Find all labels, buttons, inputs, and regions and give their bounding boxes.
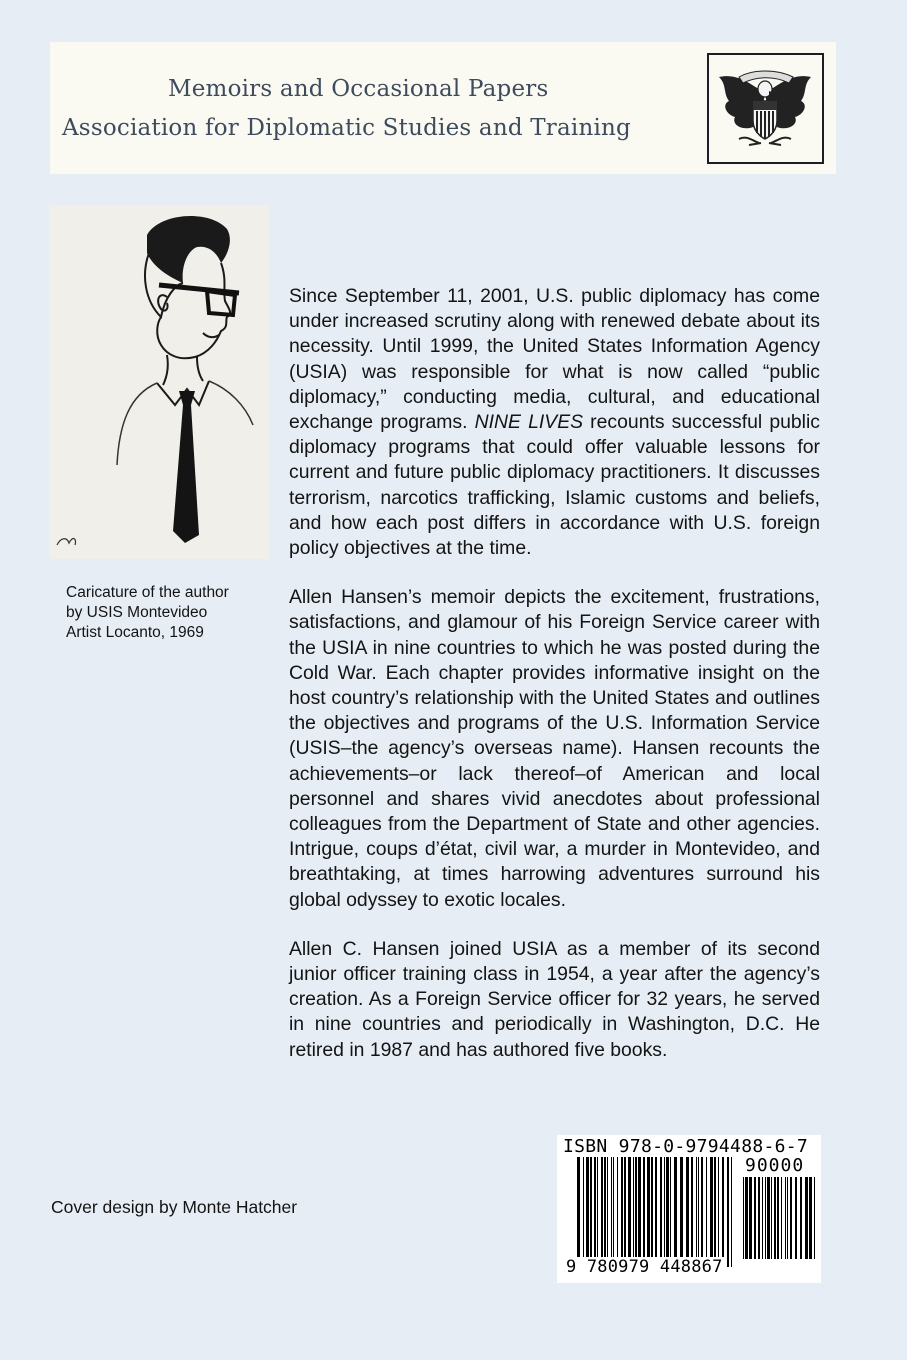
barcode-bar bbox=[710, 1157, 713, 1267]
barcode-bar bbox=[743, 1177, 744, 1259]
barcode-bar bbox=[795, 1177, 797, 1259]
description-paragraph-1: Since September 11, 2001, U.S. public diplomacy has come under increased scrutiny along with renewed debate about its necessity. Until 1999, the United States Information Agency (USIA) was responsible for what is now called “public diplomacy,” conducting media, cultural, and educational exchange programs. NINE LIVES recounts successful public diplomacy programs that could offer valuable lessons for current and future public diplomacy practitioners. It discusses terrorism, narcotics trafficking, Islamic customs and beliefs, and how each post differs in accordance with U.S. foreign policy objectives at the time. bbox=[289, 285, 820, 560]
barcode-bar bbox=[809, 1177, 812, 1259]
barcode-bar bbox=[758, 1177, 760, 1259]
barcode-bar bbox=[765, 1177, 766, 1259]
author-caricature bbox=[49, 205, 269, 559]
barcode-bar bbox=[696, 1157, 697, 1267]
barcode-bar bbox=[628, 1157, 631, 1267]
barcode-bar bbox=[611, 1157, 612, 1267]
barcode-bar bbox=[635, 1157, 637, 1267]
barcode-bar bbox=[621, 1157, 623, 1267]
barcode-bar bbox=[583, 1157, 584, 1267]
barcode-bar bbox=[670, 1157, 671, 1267]
barcode-bar bbox=[714, 1157, 716, 1267]
barcode-bar bbox=[586, 1157, 589, 1267]
barcode-bar bbox=[601, 1157, 603, 1267]
caption-line: Artist Locanto, 1969 bbox=[66, 624, 204, 641]
barcode-bar bbox=[597, 1157, 598, 1267]
publisher-name: Association for Diplomatic Studies and Training bbox=[62, 115, 631, 141]
barcode-bar bbox=[590, 1157, 592, 1267]
barcode-bar bbox=[638, 1157, 641, 1267]
barcode-bar bbox=[762, 1177, 763, 1259]
cover-design-credit: Cover design by Monte Hatcher bbox=[51, 1197, 298, 1217]
barcode-bar bbox=[594, 1157, 596, 1267]
barcode-bar bbox=[651, 1157, 653, 1267]
caricature-caption bbox=[66, 583, 266, 643]
barcode-bar bbox=[613, 1157, 614, 1267]
barcode-bar bbox=[777, 1177, 779, 1259]
barcode-bar bbox=[774, 1177, 776, 1259]
barcode-bar bbox=[607, 1157, 608, 1267]
barcode-bar bbox=[805, 1177, 808, 1259]
book-title: NINE LIVES bbox=[474, 411, 584, 434]
isbn-number: ISBN 978-0-9794488-6-7 bbox=[563, 1136, 809, 1157]
barcode-bar bbox=[754, 1177, 756, 1259]
barcode-bar bbox=[643, 1157, 645, 1267]
barcode-bar bbox=[767, 1177, 770, 1259]
eagle-seal-icon bbox=[707, 53, 824, 164]
barcode-bar bbox=[701, 1157, 703, 1267]
barcode-bar bbox=[790, 1177, 792, 1259]
description-paragraph-2: Allen Hansen’s memoir depicts the excitement, frustrations, satisfactions, and glamour of his Foreign Service career with the USIA in nine countries to which he was posted during the Cold War. Each chapter provides informative insight on the host country’s relationship with the United States and outlines the objectives and programs of the U.S. Information Service (USIS–the agency’s overseas name). Hansen recounts the achievements–or lack thereof–of American and local personnel and shares vivid anecdotes about professional colleagues from the Department of State and other agencies. Intrigue, coups d’état, civil war, a murder in Montevideo, and breathtaking, at times harrowing adventures surround his global odyssey to exotic locales. bbox=[289, 586, 820, 911]
barcode-bar bbox=[727, 1157, 729, 1267]
book-description bbox=[289, 284, 820, 1087]
barcode-bar bbox=[698, 1157, 699, 1267]
barcode-bar bbox=[647, 1157, 650, 1267]
isbn-barcode bbox=[557, 1135, 821, 1283]
barcode-bar bbox=[691, 1157, 693, 1267]
barcode-bar bbox=[624, 1157, 626, 1267]
barcode-bar bbox=[745, 1177, 748, 1259]
barcode-bar bbox=[771, 1177, 772, 1259]
barcode-bar bbox=[785, 1177, 786, 1259]
barcode-bar bbox=[718, 1157, 719, 1267]
barcode-bar bbox=[722, 1157, 724, 1267]
caption-line: by USIS Montevideo bbox=[66, 604, 208, 621]
header-banner bbox=[50, 42, 836, 174]
author-bio-paragraph: Allen C. Hansen joined USIA as a member of its second junior officer training class in 1954, a year after the agency’s creation. As a Foreign Service officer for 32 years, he served in nine countries and periodically in Washington, D.C. He retired in 1987 and has authored five books. bbox=[289, 937, 820, 1061]
barcode-bar bbox=[680, 1157, 683, 1267]
caption-line: Caricature of the author bbox=[66, 584, 229, 601]
barcode-bar bbox=[660, 1157, 662, 1267]
barcode-bar bbox=[633, 1157, 634, 1267]
ean-digits: 9 780979 448867 bbox=[563, 1257, 726, 1277]
barcode-bar bbox=[617, 1157, 618, 1267]
price-code: 90000 bbox=[745, 1155, 805, 1176]
barcode-bar bbox=[787, 1177, 788, 1259]
barcode-bar bbox=[666, 1157, 669, 1267]
barcode-bar bbox=[800, 1177, 802, 1259]
barcode-bar bbox=[749, 1177, 752, 1259]
barcode-bar bbox=[781, 1177, 782, 1259]
caricature-portrait-icon bbox=[49, 205, 269, 559]
barcode-bar bbox=[814, 1177, 815, 1259]
barcode-bar bbox=[664, 1157, 665, 1267]
barcode-bar bbox=[577, 1157, 580, 1267]
barcode-bar bbox=[604, 1157, 606, 1267]
barcode-bar bbox=[686, 1157, 689, 1267]
barcode-bar bbox=[655, 1157, 657, 1267]
barcode-bar bbox=[674, 1157, 677, 1267]
series-title: Memoirs and Occasional Papers bbox=[168, 76, 549, 102]
barcode-bar bbox=[706, 1157, 707, 1267]
barcode-bar bbox=[731, 1157, 732, 1267]
